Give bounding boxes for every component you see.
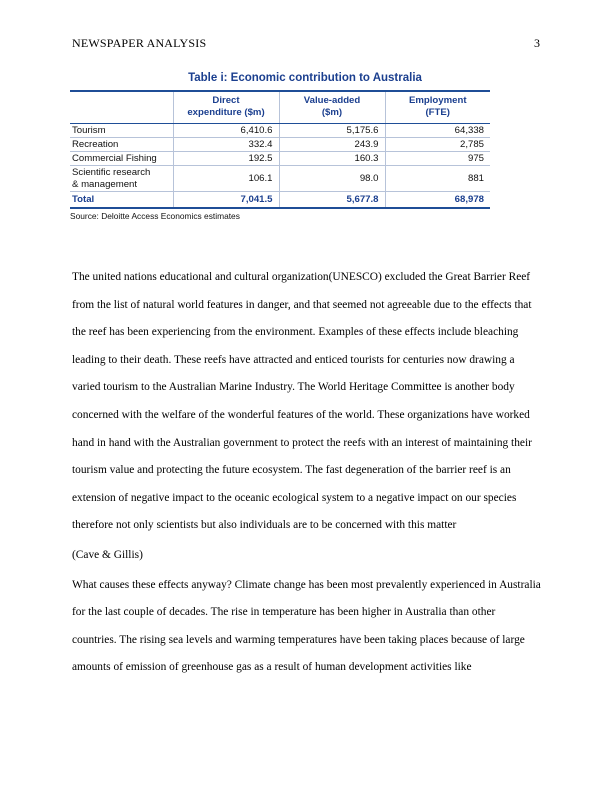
cell-value-added: 243.9 [279, 138, 385, 152]
cell-employment: 881 [385, 166, 490, 192]
table-row-recreation [70, 138, 490, 152]
cell-value-added: 5,175.6 [279, 124, 385, 138]
table-title: Table i: Economic contribution to Australia [188, 72, 422, 84]
header-blank-cell [70, 91, 173, 124]
header-direct-line1: Direct [212, 95, 240, 106]
cell-employment: 68,978 [385, 192, 490, 209]
row-label-line2: & management [72, 179, 138, 190]
cell-direct: 106.1 [173, 166, 279, 192]
running-head: NEWSPAPER ANALYSIS [72, 36, 207, 50]
citation: (Cave & Gillis) [72, 548, 143, 561]
cell-direct: 332.4 [173, 138, 279, 152]
header-value-added [279, 91, 385, 124]
row-label: Recreation [70, 138, 173, 152]
cell-employment: 975 [385, 152, 490, 166]
economic-contribution-table [70, 90, 490, 209]
header-employment-line1: Employment [408, 95, 467, 106]
cell-value-added: 160.3 [279, 152, 385, 166]
cell-value-added: 5,677.8 [279, 192, 385, 209]
table-header-row [70, 91, 490, 124]
cell-employment: 64,338 [385, 124, 490, 138]
cell-value-added: 98.0 [279, 166, 385, 192]
body-text [72, 264, 542, 682]
table-row-tourism [70, 124, 490, 138]
cell-employment: 2,785 [385, 138, 490, 152]
cell-direct: 192.5 [173, 152, 279, 166]
page-header [72, 36, 540, 52]
table-row-commercial-fishing [70, 152, 490, 166]
table-row-total [70, 192, 490, 209]
header-value-added-line1: Value-added [303, 95, 361, 106]
row-label: Tourism [70, 124, 173, 138]
header-employment [385, 91, 490, 124]
header-employment-line2: (FTE) [425, 107, 450, 118]
table-row-scientific-research [70, 166, 490, 192]
cell-direct: 6,410.6 [173, 124, 279, 138]
row-label: Commercial Fishing [70, 152, 173, 166]
table-source-note: Source: Deloitte Access Economics estimates [70, 211, 240, 221]
paragraph-1: The united nations educational and cultural organization(UNESCO) excluded the Great Barrier Reef from the list of natural world features in danger, and that seemed not agreeable due to the effects that the reef has been experiencing from the environment. Examples of these effects include bleaching leading to their death. These reefs have attracted and enticed tourists for centuries now drawing a varied tourism to the Australian Marine Industry. The World Heritage Committee is another body concerned with the welfare of the wonderful features of the world. These organizations have worked hand in hand with the Australian government to protect the reefs with an interest of maintaining their tourism value and protecting the future ecosystem. The fast degeneration of the barrier reef is an extension of negative impact to the oceanic ecological system to a negative impact on our species therefore not only scientists but also individuals are to be concerned with this matter [72, 271, 532, 532]
cell-direct: 7,041.5 [173, 192, 279, 209]
row-label-line1: Scientific research [72, 167, 151, 178]
row-label: Total [70, 192, 173, 209]
page-number: 3 [534, 36, 540, 50]
header-value-added-line2: ($m) [321, 107, 343, 118]
economic-contribution-table-figure [70, 72, 490, 221]
header-direct-line2: expenditure ($m) [187, 107, 265, 118]
header-direct-expenditure [173, 91, 279, 124]
row-label [70, 166, 173, 192]
paragraph-2: What causes these effects anyway? Climate change has been most prevalently experienced in Australia for the last couple of decades. The rise in temperature has been higher in Australia than other countries. The rising sea levels and warming temperatures have been taking places because of large amounts of emission of greenhouse gas as a result of human development activities like [72, 578, 541, 674]
